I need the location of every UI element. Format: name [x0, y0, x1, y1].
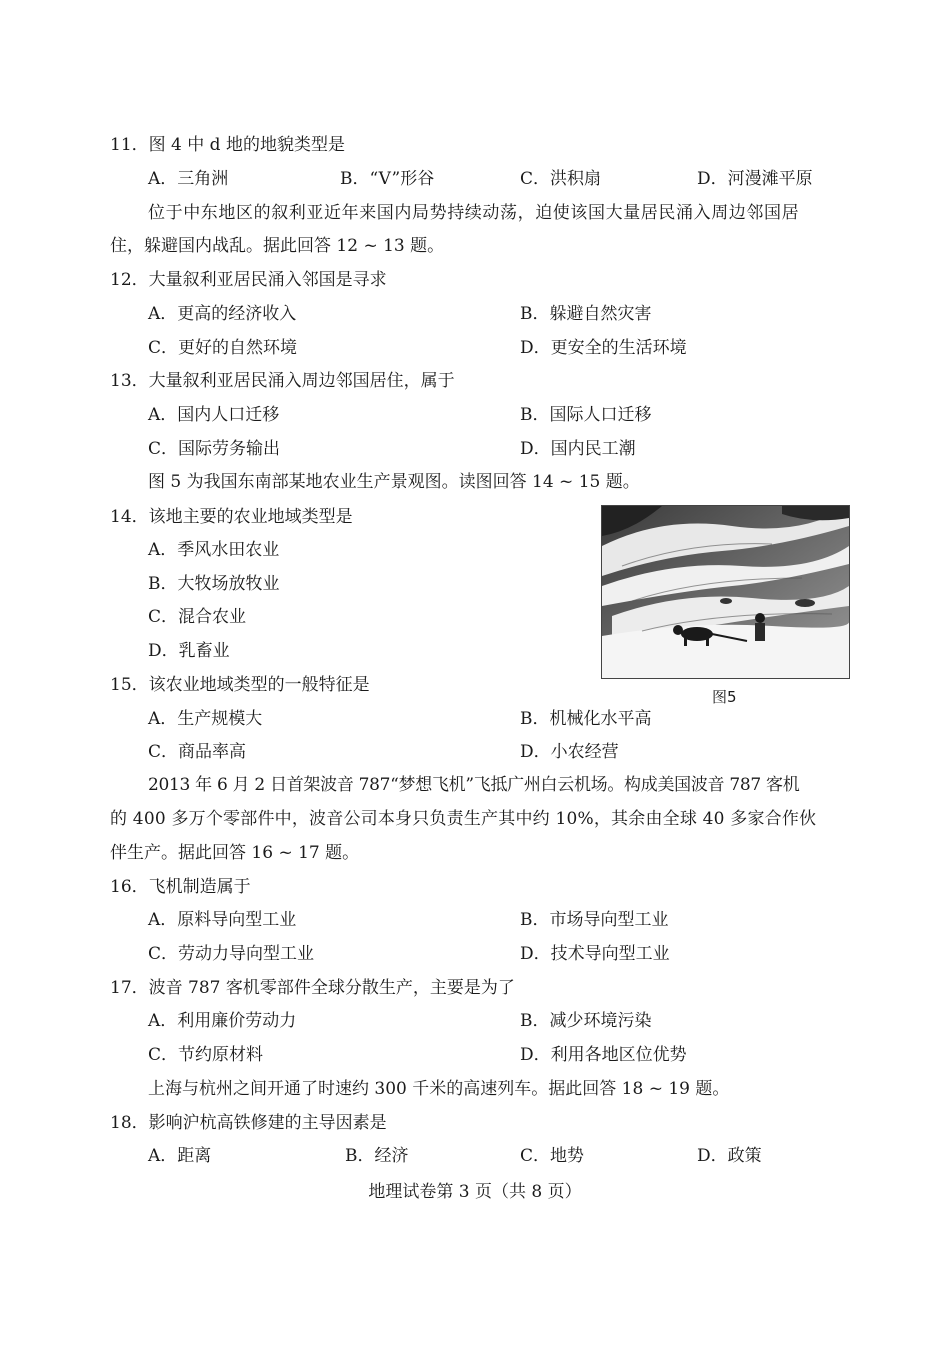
option-14-c: C．混合农业 — [148, 607, 247, 627]
option-14-d: D．乳畜业 — [148, 641, 230, 661]
intro-12-13-line1: 位于中东地区的叙利亚近年来国内局势持续动荡，迫使该国大量居民涌入周边邻国居 — [148, 203, 800, 223]
option-14-a: A．季风水田农业 — [148, 540, 280, 560]
question-16-stem: 16．飞机制造属于 — [110, 877, 251, 897]
option-11-d: D．河漫滩平原 — [697, 169, 813, 189]
question-17-stem: 17．波音 787 客机零部件全球分散生产，主要是为了 — [110, 978, 515, 998]
question-13-stem: 13．大量叙利亚居民涌入周边邻国居住，属于 — [110, 371, 455, 391]
figure-5-caption: 图5 — [712, 688, 737, 706]
option-18-b: B．经济 — [345, 1146, 409, 1166]
question-14-stem: 14．该地主要的农业地域类型是 — [110, 507, 353, 527]
intro-16-17-line1: 2013 年 6 月 2 日首架波音 787“梦想飞机”飞抵广州白云机场。构成美国波音 787 客机 — [148, 775, 800, 795]
question-12-stem: 12．大量叙利亚居民涌入邻国是寻求 — [110, 270, 387, 290]
question-15-stem: 15．该农业地域类型的一般特征是 — [110, 675, 370, 695]
question-11-stem: 11．图 4 中 d 地的地貌类型是 — [110, 135, 345, 155]
option-12-c: C．更好的自然环境 — [148, 338, 298, 358]
option-12-d: D．更安全的生活环境 — [520, 338, 687, 358]
option-12-a: A．更高的经济收入 — [148, 304, 297, 324]
option-17-c: C．节约原材料 — [148, 1045, 264, 1065]
option-11-a: A．三角洲 — [148, 169, 229, 189]
intro-14-15: 图 5 为我国东南部某地农业生产景观图。读图回答 14 ~ 15 题。 — [148, 472, 640, 492]
intro-16-17-line3: 伴生产。据此回答 16 ~ 17 题。 — [110, 843, 360, 863]
intro-12-13-line2: 住，躲避国内战乱。据此回答 12 ~ 13 题。 — [110, 236, 445, 256]
terraced-field-photo — [601, 505, 850, 679]
intro-16-17-line2: 的 400 多万个零部件中，波音公司本身只负责生产其中约 10%，其余由全球 40 多家合作伙 — [110, 809, 817, 829]
option-18-a: A．距离 — [148, 1146, 212, 1166]
option-13-a: A．国内人口迁移 — [148, 405, 280, 425]
option-13-c: C．国际劳务输出 — [148, 439, 281, 459]
option-15-d: D．小农经营 — [520, 742, 619, 762]
option-15-a: A．生产规模大 — [148, 709, 263, 729]
question-18-stem: 18．影响沪杭高铁修建的主导因素是 — [110, 1113, 387, 1133]
option-13-b: B．国际人口迁移 — [520, 405, 652, 425]
option-16-c: C．劳动力导向型工业 — [148, 944, 315, 964]
option-14-b: B．大牧场放牧业 — [148, 574, 280, 594]
option-17-d: D．利用各地区位优势 — [520, 1045, 687, 1065]
option-11-b: B．“V”形谷 — [340, 169, 435, 189]
option-17-b: B．减少环境污染 — [520, 1011, 652, 1031]
option-16-a: A．原料导向型工业 — [148, 910, 297, 930]
option-17-a: A．利用廉价劳动力 — [148, 1011, 297, 1031]
option-16-b: B．市场导向型工业 — [520, 910, 669, 930]
option-15-c: C．商品率高 — [148, 742, 247, 762]
page-footer: 地理试卷第 3 页（共 8 页） — [368, 1182, 582, 1202]
option-15-b: B．机械化水平高 — [520, 709, 652, 729]
intro-18-19: 上海与杭州之间开通了时速约 300 千米的高速列车。据此回答 18 ~ 19 题。 — [148, 1079, 730, 1099]
option-11-c: C．洪积扇 — [520, 169, 602, 189]
option-18-c: C．地势 — [520, 1146, 585, 1166]
option-13-d: D．国内民工潮 — [520, 439, 636, 459]
option-12-b: B．躲避自然灾害 — [520, 304, 652, 324]
option-18-d: D．政策 — [697, 1146, 762, 1166]
option-16-d: D．技术导向型工业 — [520, 944, 670, 964]
